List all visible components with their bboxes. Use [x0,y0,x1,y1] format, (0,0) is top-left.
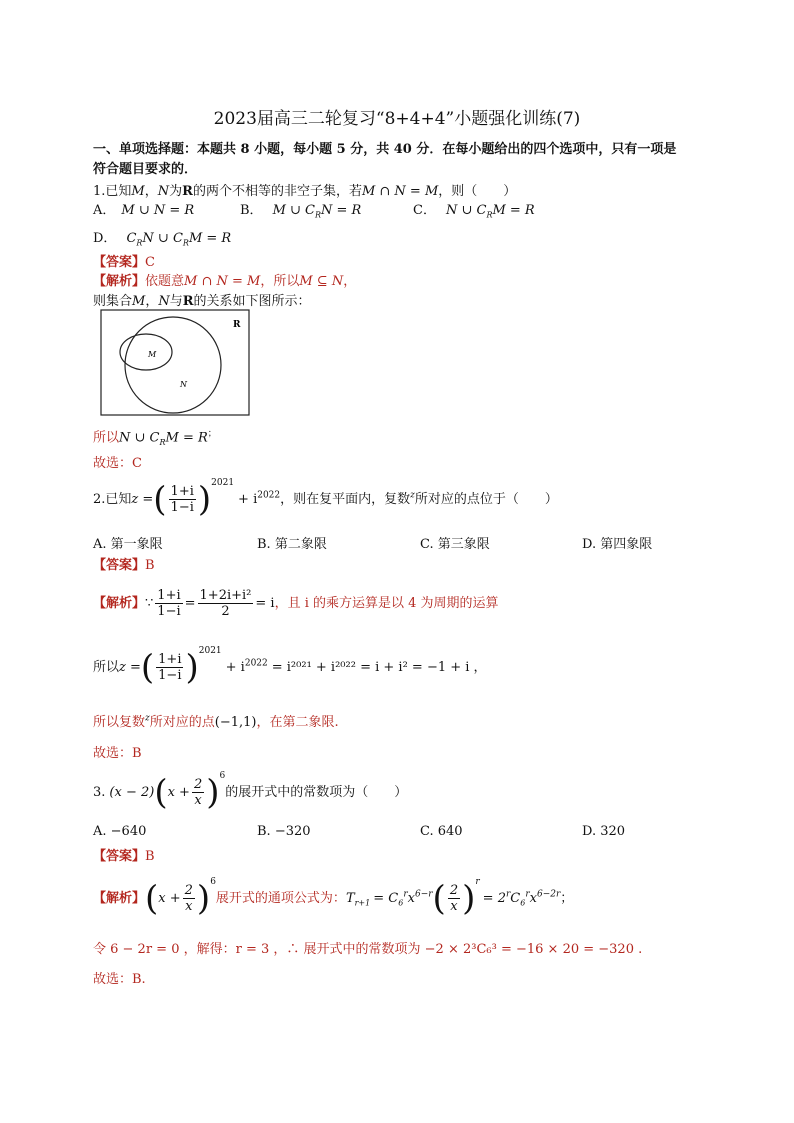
section-heading-line2: 符合题目要求的． [93,162,198,177]
q1-l2-c: 与 [169,294,183,309]
q1-analysis-text1: 依题意 [145,274,185,289]
q3-a-c: = C [373,891,399,906]
q2-l2-frac-num: 1+i [158,652,182,667]
q1-answer [93,251,155,270]
q2-l2-text: 所以 [93,660,120,675]
q1-option-d-tail: M = R [188,231,232,246]
q3-a-paren2-open: ( [432,878,446,919]
q2-l2-exp: 2021 [198,646,222,656]
q1-answer-tag: 【答案】 [93,255,146,270]
q2-option-d: D. 第四象限 [582,537,653,552]
q3-a-x3-sup: 6−2r [536,889,561,900]
q2-analysis-frac2 [198,588,254,619]
venn-diagram [100,309,252,417]
q3-a-frac2-den: x [450,899,458,914]
q3-paren-open: ( [154,772,168,813]
q2-l2-exp2: 2022 [244,658,268,669]
q1-option-a-label: A． [93,203,116,218]
q1-option-d-c1: C [126,231,137,246]
q3-paren-close: ) [206,772,220,813]
q1-conclusion [93,426,217,447]
q3-a-t-sub: r+1 [354,898,371,908]
q1-stem-comma: ， [144,184,158,199]
q1-option-a-expr: M ∪ N = R [121,203,195,218]
q1-l2-n: N [158,294,170,309]
q1-option-b [240,199,361,220]
q2-fraction [169,484,196,515]
q3-a-x2-sup: 6−r [414,889,433,900]
q3-answer-tag: 【答案】 [93,849,146,864]
q3-option-c: C. 640 [420,824,463,839]
q3-a-c2: C [510,891,521,906]
q1-l2-b: ， [145,294,159,309]
q2-stem [93,478,558,520]
q2-frac-num: 1+i [170,484,194,499]
q3-analysis-tag: 【解析】 [93,891,146,906]
section-heading-line1: 一、单项选择题：本题共 8 小题，每小题 5 分，共 40 分．在每小题给出的四个选项中，只有一项是 [93,142,677,157]
q1-stem [93,180,516,199]
q1-option-b-expr: M ∪ C [272,203,315,218]
q3-a-paren-close: ) [196,878,211,919]
venn-label-n: N [180,380,187,389]
q1-analysis-tag: 【解析】 [93,274,146,289]
q2-plus-i: + i [238,492,258,507]
q2-z-eq: z = [131,492,154,507]
q1-option-d-mid: N ∪ C [142,231,183,246]
q2-analysis-because: ∵ [145,596,154,611]
q1-conclusion-tail: M = R [165,430,208,446]
q2-analysis-line2 [93,646,487,688]
q3-a-frac2-num: 2 [449,883,459,898]
q3-stem-frac [192,777,204,808]
q2-analysis-eq: = [184,596,196,611]
q2-stem-text2: ，则在复平面内，复数 [280,492,411,507]
q1-stem-m: M [131,184,145,199]
q2-stem-text: 2.已知 [93,492,132,507]
q2-l2-z: z = [119,660,141,675]
q1-analysis-text2: ，所以 [260,274,300,289]
q3-a-x3: x [529,891,537,906]
q1-option-b-tail: N = R [321,203,362,218]
q3-a-x: x + [158,891,181,906]
q2-option-a: A. 第一象限 [93,537,163,552]
q2-l3-end: ，在第二象限. [256,715,339,730]
q2-option-b: B. 第二象限 [257,537,327,552]
q3-a-frac [183,883,195,914]
q1-option-a [93,199,194,218]
q2-exp2: 2022 [257,490,281,501]
q1-l2-r: R [182,294,194,309]
q3-analysis-line2: 令 6 − 2r = 0 ，解得：r = 3 ，∴ 展开式中的常数项为 −2 × 2³C₆³ = −16 × 20 = −320 . [93,942,643,957]
q2-answer [93,554,155,573]
q2-choose: 故选：B [93,746,142,761]
q2-analysis-line3 [93,711,339,730]
q2-analysis-frac2-num: 1+2i+i² [199,588,252,603]
q1-option-d-sub2: R [182,238,189,248]
q3-option-a: A. −640 [93,824,147,839]
q2-exp1: 2021 [211,478,235,488]
q2-analysis-frac1-num: 1+i [157,588,181,603]
q2-analysis-eq2: = i [255,596,275,611]
q2-l2-paren-open: ( [140,647,155,688]
q1-conclusion-text: 所以 [93,430,120,446]
venn-label-r: R [233,320,241,330]
q3-stem [93,771,408,813]
q2-analysis-frac2-den: 2 [221,604,230,619]
q2-l2-frac-den: 1−i [158,668,182,683]
q2-analysis-frac1 [155,588,182,619]
q2-analysis-frac1-den: 1−i [157,604,181,619]
q1-option-c-sub: R [486,210,493,220]
q1-stem-n: N [157,184,170,199]
q1-conclusion-semi: ； [207,429,217,439]
q1-option-c-expr: N ∪ C [445,203,487,218]
q1-analysis [93,270,356,289]
q3-a-c-sup: r [403,889,408,900]
q2-l2-paren-close: ) [185,647,199,688]
q1-analysis-expr2: M ⊆ N [299,274,344,289]
q1-option-d [93,227,231,248]
q1-answer-value: C [145,255,155,270]
q1-option-b-sub: R [314,210,322,220]
q3-a-paren2-close: ) [462,878,476,919]
q2-l3-text2: 所对应的点 [149,715,215,730]
q3-a-paren-open: ( [145,878,159,919]
q3-a-semi: ； [560,891,574,906]
q1-stem-r: R [182,184,193,199]
q1-stem-text2: 的两个不相等的非空子集，若 [192,184,362,199]
q1-conclusion-expr: N ∪ C [119,430,160,446]
q1-option-c-label: C． [413,203,436,218]
q3-analysis [93,877,574,919]
q2-l2-rest: + i [225,660,245,675]
q1-option-d-sub1: R [136,238,143,248]
q1-stem-text: 1.已知 [93,184,132,199]
q2-paren-open: ( [153,479,167,520]
q3-stem-tail: 的展开式中的常数项为（ ） [225,785,408,800]
q1-analysis-line2 [93,290,311,309]
q2-frac-den: 1−i [170,500,194,515]
q1-l2-m: M [132,294,146,309]
q1-analysis-expr1: M ∩ N = M [184,274,261,289]
q1-l2-a: 则集合 [93,294,133,309]
q3-a-two: = 2 [482,891,506,906]
q3-frac-num: 2 [193,777,203,792]
q3-stem-num: 3. [93,785,106,800]
q3-choose: 故选：B. [93,972,146,987]
q2-paren-close: ) [197,479,212,520]
q3-frac-den: x [194,793,202,808]
q2-stem-end: 所对应的点位于（ ） [414,492,558,507]
q3-a-c-sub: 6 [398,898,404,908]
q3-answer-value: B [145,849,155,864]
q2-l3-text: 所以复数 [93,715,146,730]
venn-universal-set [101,310,249,415]
q1-stem-condition: M ∩ N = M [361,184,439,199]
q3-a-mid: 展开式的通项公式为： [215,891,346,906]
q1-stem-wei: 为 [169,184,183,199]
q3-a-c2-sub: 6 [520,898,526,908]
q3-a-x2: x [407,891,415,906]
q2-option-c: C. 第三象限 [420,537,490,552]
q3-a-frac2-sup: r [475,877,480,887]
q1-conclusion-sub: R [159,437,166,447]
q2-stem-z: z [410,490,415,501]
q3-a-two-sup: r [505,889,511,900]
q3-option-d: D. 320 [582,824,626,839]
q2-analysis-tail: ，且 i 的乘方运算是以 4 为周期的运算 [274,596,499,611]
q1-option-b-label: B． [240,203,263,218]
q3-a-frac-num: 2 [184,883,193,898]
q3-answer [93,845,155,864]
q1-option-d-label: D． [93,231,117,246]
q1-option-c [413,199,535,220]
q3-stem-x: x + [167,785,190,800]
q2-l2-frac [156,652,183,683]
q3-a-c2-sup: r [525,889,530,900]
q1-choose: 故选：C [93,456,142,471]
q3-stem-expr1: (x − 2) [109,785,155,800]
q2-analysis-tag: 【解析】 [93,596,146,611]
q2-analysis [93,588,499,619]
q2-l3-z: z [145,713,150,724]
page-title: 2023届高三二轮复习“8+4+4”小题强化训练(7) [213,109,581,129]
q1-l2-d: 的关系如下图所示： [193,294,311,309]
q2-l2-tail: = i²⁰²¹ + i²⁰²² = i + i² = −1 + i ， [271,660,487,675]
q3-a-t: T [345,891,355,906]
q1-analysis-text3: ， [343,274,357,289]
q3-option-b: B. −320 [257,824,311,839]
q2-answer-value: B [145,558,155,573]
q1-stem-end: ，则（ ） [438,184,517,199]
q2-answer-tag: 【答案】 [93,558,146,573]
q3-a-exp: 6 [210,877,216,887]
venn-label-m: M [148,350,157,359]
q3-a-frac-den: x [185,899,193,914]
q3-a-frac2 [448,883,460,914]
q2-l3-point: (−1,1) [214,715,257,730]
q3-exp: 6 [219,771,226,781]
q1-option-c-tail: M = R [492,203,535,218]
